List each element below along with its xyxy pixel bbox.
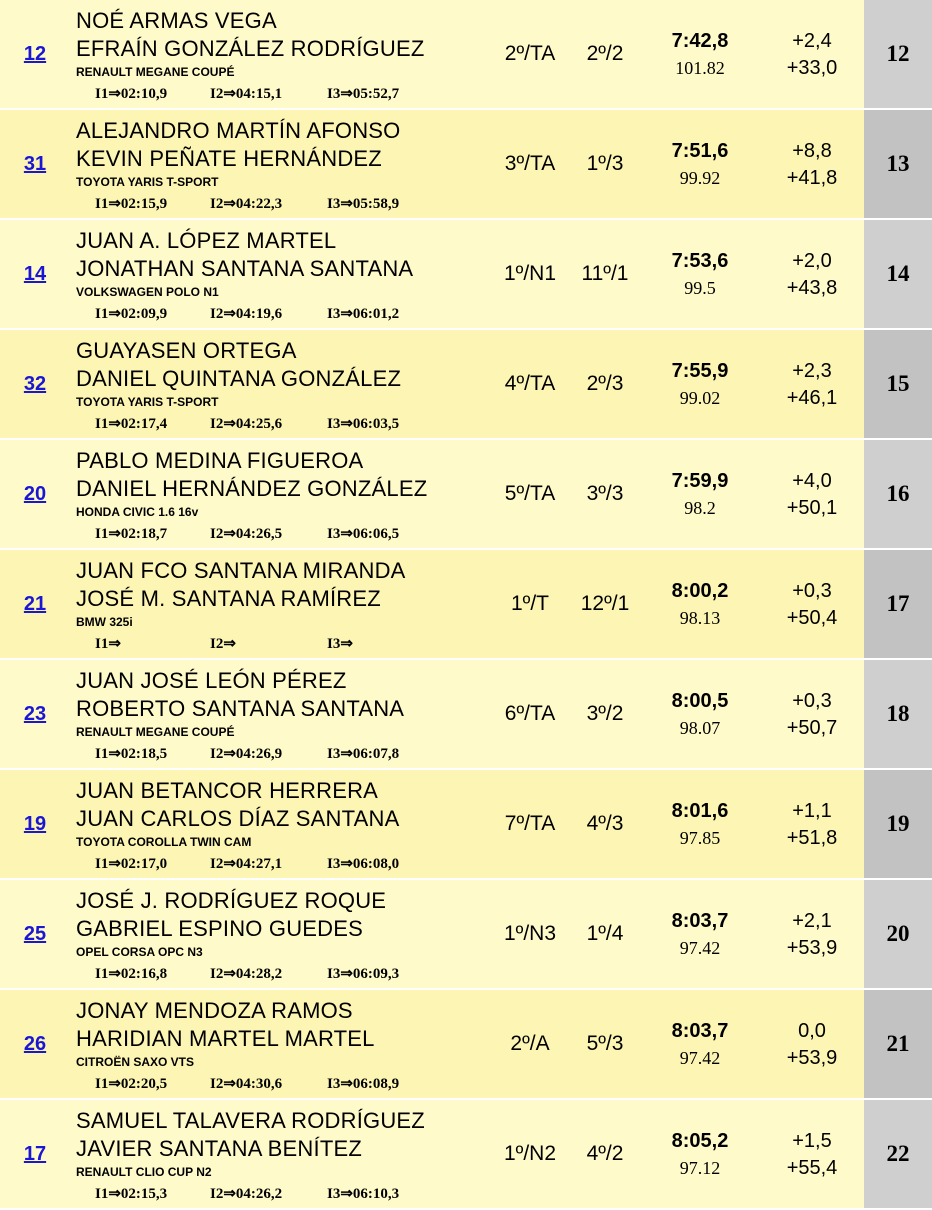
- average-speed: 97.85: [679, 828, 721, 848]
- split-i2: I2⇒04:28,2: [210, 966, 283, 982]
- split-i3: I3⇒06:06,5: [327, 526, 400, 542]
- stage-time: 8:00,5: [671, 690, 729, 712]
- average-speed: 99.5: [684, 278, 716, 298]
- driver-name: PABLO MEDINA FIGUEROA: [76, 448, 364, 473]
- class-position: 5º/TA: [504, 482, 556, 505]
- split-i1: I1⇒02:15,9: [95, 196, 168, 212]
- split-i3: I3⇒06:01,2: [327, 306, 400, 322]
- gap-to-previous: +2,1: [792, 910, 832, 932]
- group-position: 1º/4: [586, 922, 624, 945]
- overall-position: 12: [864, 0, 932, 108]
- average-speed: 98.07: [679, 718, 721, 738]
- gap-to-previous: +0,3: [792, 580, 832, 602]
- gap-to-leader: +51,8: [786, 827, 838, 849]
- table-row: [0, 0, 932, 110]
- gap-to-previous: +0,3: [792, 690, 832, 712]
- table-row: [0, 660, 932, 770]
- class-position: 1º/N1: [503, 262, 557, 285]
- split-i2: I2⇒04:25,6: [210, 416, 283, 432]
- gap-to-leader: +41,8: [786, 167, 838, 189]
- group-position: 2º/2: [586, 42, 624, 65]
- driver-name: JUAN JOSÉ LEÓN PÉREZ: [76, 668, 347, 693]
- group-position: 4º/2: [586, 1142, 624, 1165]
- table-row: [0, 220, 932, 330]
- average-speed: 97.12: [679, 1158, 721, 1178]
- driver-name: JONAY MENDOZA RAMOS: [76, 998, 353, 1023]
- codriver-name: JUAN CARLOS DÍAZ SANTANA: [76, 806, 400, 831]
- group-position: 11º/1: [581, 262, 629, 285]
- split-i2: I2⇒04:22,3: [210, 196, 283, 212]
- split-i1: I1⇒02:16,8: [95, 966, 168, 982]
- stage-time: 8:05,2: [671, 1130, 729, 1152]
- driver-name: JUAN FCO SANTANA MIRANDA: [76, 558, 406, 583]
- average-speed: 99.92: [679, 168, 721, 188]
- overall-position: 15: [864, 330, 932, 438]
- class-position: 1º/N3: [503, 922, 557, 945]
- group-position: 2º/3: [586, 372, 624, 395]
- average-speed: 98.13: [679, 608, 721, 628]
- table-row: [0, 990, 932, 1100]
- split-i2: I2⇒04:26,2: [210, 1186, 283, 1202]
- table-row: [0, 330, 932, 440]
- split-i3: I3⇒05:58,9: [327, 196, 400, 212]
- codriver-name: JOSÉ M. SANTANA RAMÍREZ: [76, 586, 381, 611]
- gap-to-previous: +2,0: [792, 250, 832, 272]
- driver-name: ALEJANDRO MARTÍN AFONSO: [76, 118, 401, 143]
- driver-name: SAMUEL TALAVERA RODRÍGUEZ: [76, 1108, 425, 1133]
- split-i3: I3⇒06:08,0: [327, 856, 400, 872]
- class-position: 6º/TA: [504, 702, 556, 725]
- class-position: 1º/T: [510, 592, 549, 615]
- average-speed: 97.42: [679, 1048, 721, 1068]
- driver-name: JOSÉ J. RODRÍGUEZ ROQUE: [76, 888, 387, 913]
- split-i3: I3⇒06:10,3: [327, 1186, 400, 1202]
- overall-position: 18: [864, 660, 932, 768]
- group-position: 3º/2: [586, 702, 624, 725]
- table-row: [0, 440, 932, 550]
- split-i1: I1⇒02:20,5: [95, 1076, 168, 1092]
- gap-to-leader: +55,4: [786, 1157, 838, 1179]
- stage-time: 7:53,6: [671, 250, 729, 272]
- gap-to-leader: +33,0: [786, 57, 838, 79]
- car-model: TOYOTA COROLLA TWIN CAM: [76, 835, 252, 849]
- codriver-name: HARIDIAN MARTEL MARTEL: [76, 1026, 375, 1051]
- average-speed: 98.2: [684, 498, 716, 518]
- codriver-name: JONATHAN SANTANA SANTANA: [76, 256, 414, 281]
- split-i2: I2⇒04:15,1: [210, 86, 283, 102]
- gap-to-previous: +4,0: [792, 470, 832, 492]
- overall-position: 20: [864, 880, 932, 988]
- codriver-name: JAVIER SANTANA BENÍTEZ: [76, 1136, 362, 1161]
- driver-name: NOÉ ARMAS VEGA: [76, 8, 277, 33]
- stage-time: 8:03,7: [671, 910, 729, 932]
- split-i1: I1⇒02:17,4: [95, 416, 168, 432]
- codriver-name: DANIEL HERNÁNDEZ GONZÁLEZ: [76, 476, 428, 501]
- entry-number-link[interactable]: 17: [23, 1143, 47, 1165]
- split-i3: I3⇒06:08,9: [327, 1076, 400, 1092]
- group-position: 5º/3: [586, 1032, 624, 1055]
- driver-name: JUAN BETANCOR HERRERA: [76, 778, 379, 803]
- codriver-name: EFRAÍN GONZÁLEZ RODRÍGUEZ: [76, 36, 425, 61]
- split-i1: I1⇒02:18,7: [95, 526, 168, 542]
- gap-to-previous: +1,1: [792, 800, 832, 822]
- split-i2: I2⇒04:26,5: [210, 526, 283, 542]
- overall-position: 22: [864, 1100, 932, 1208]
- car-model: BMW 325i: [76, 615, 133, 629]
- average-speed: 99.02: [679, 388, 721, 408]
- driver-name: GUAYASEN ORTEGA: [76, 338, 297, 363]
- stage-time: 8:03,7: [671, 1020, 729, 1042]
- split-i2: I2⇒: [210, 636, 236, 652]
- overall-position: 21: [864, 990, 932, 1098]
- table-row: [0, 110, 932, 220]
- split-i2: I2⇒04:19,6: [210, 306, 283, 322]
- stage-time: 7:59,9: [671, 470, 729, 492]
- group-position: 12º/1: [580, 592, 630, 615]
- table-row: [0, 1100, 932, 1210]
- stage-time: 7:42,8: [671, 30, 729, 52]
- driver-name: JUAN A. LÓPEZ MARTEL: [76, 228, 337, 253]
- gap-to-previous: 0,0: [798, 1020, 826, 1042]
- overall-position: 13: [864, 110, 932, 218]
- entry-number-link[interactable]: 20: [23, 483, 47, 505]
- gap-to-leader: +53,9: [786, 1047, 838, 1069]
- group-position: 3º/3: [586, 482, 624, 505]
- entry-number-link[interactable]: 21: [23, 593, 47, 615]
- overall-position: 16: [864, 440, 932, 548]
- entry-number-link[interactable]: 26: [23, 1033, 47, 1055]
- class-position: 4º/TA: [504, 372, 556, 395]
- split-i2: I2⇒04:30,6: [210, 1076, 283, 1092]
- car-model: CITROËN SAXO VTS: [76, 1055, 195, 1069]
- class-position: 7º/TA: [504, 812, 556, 835]
- gap-to-previous: +2,4: [792, 30, 832, 52]
- class-position: 1º/N2: [503, 1142, 557, 1165]
- car-model: HONDA CIVIC 1.6 16v: [76, 505, 199, 519]
- gap-to-leader: +50,4: [786, 607, 838, 629]
- split-i2: I2⇒04:27,1: [210, 856, 283, 872]
- entry-number-link[interactable]: 23: [23, 703, 47, 725]
- gap-to-previous: +8,8: [792, 140, 832, 162]
- entry-number-link[interactable]: 32: [23, 373, 47, 395]
- split-i3: I3⇒06:09,3: [327, 966, 400, 982]
- gap-to-leader: +50,7: [786, 717, 838, 739]
- entry-number-link[interactable]: 14: [23, 263, 47, 285]
- split-i3: I3⇒06:03,5: [327, 416, 400, 432]
- codriver-name: DANIEL QUINTANA GONZÁLEZ: [76, 366, 402, 391]
- codriver-name: KEVIN PEÑATE HERNÁNDEZ: [76, 146, 382, 171]
- overall-position: 14: [864, 220, 932, 328]
- entry-number-link[interactable]: 31: [23, 153, 47, 175]
- entry-number-link[interactable]: 19: [23, 813, 47, 835]
- group-position: 1º/3: [586, 152, 624, 175]
- class-position: 2º/A: [510, 1032, 550, 1055]
- split-i1: I1⇒02:10,9: [95, 86, 168, 102]
- car-model: TOYOTA YARIS T-SPORT: [76, 175, 219, 189]
- car-model: OPEL CORSA OPC N3: [76, 945, 203, 959]
- split-i1: I1⇒02:17,0: [95, 856, 168, 872]
- car-model: RENAULT CLIO CUP N2: [76, 1165, 212, 1179]
- split-i3: I3⇒06:07,8: [327, 746, 400, 762]
- split-i1: I1⇒02:09,9: [95, 306, 168, 322]
- table-row: [0, 550, 932, 660]
- group-position: 4º/3: [586, 812, 624, 835]
- table-row: [0, 880, 932, 990]
- gap-to-previous: +1,5: [792, 1130, 832, 1152]
- gap-to-leader: +43,8: [786, 277, 838, 299]
- gap-to-leader: +53,9: [786, 937, 838, 959]
- class-position: 2º/TA: [504, 42, 556, 65]
- table-row: [0, 770, 932, 880]
- split-i3: I3⇒05:52,7: [327, 86, 400, 102]
- split-i1: I1⇒02:15,3: [95, 1186, 168, 1202]
- entry-number-link[interactable]: 12: [23, 43, 47, 65]
- car-model: VOLKSWAGEN POLO N1: [76, 285, 219, 299]
- entry-number-link[interactable]: 25: [23, 923, 47, 945]
- split-i1: I1⇒: [95, 636, 121, 652]
- codriver-name: ROBERTO SANTANA SANTANA: [76, 696, 405, 721]
- split-i3: I3⇒: [327, 636, 353, 652]
- split-i2: I2⇒04:26,9: [210, 746, 283, 762]
- average-speed: 97.42: [679, 938, 721, 958]
- overall-position: 17: [864, 550, 932, 658]
- class-position: 3º/TA: [504, 152, 556, 175]
- codriver-name: GABRIEL ESPINO GUEDES: [76, 916, 364, 941]
- average-speed: 101.82: [675, 58, 725, 78]
- split-i1: I1⇒02:18,5: [95, 746, 168, 762]
- car-model: RENAULT MEGANE COUPÉ: [76, 65, 235, 79]
- gap-to-previous: +2,3: [792, 360, 832, 382]
- stage-time: 7:55,9: [671, 360, 729, 382]
- overall-position: 19: [864, 770, 932, 878]
- gap-to-leader: +50,1: [786, 497, 838, 519]
- stage-time: 8:01,6: [671, 800, 729, 822]
- car-model: TOYOTA YARIS T-SPORT: [76, 395, 219, 409]
- car-model: RENAULT MEGANE COUPÉ: [76, 725, 235, 739]
- stage-time: 7:51,6: [671, 140, 729, 162]
- stage-time: 8:00,2: [671, 580, 729, 602]
- gap-to-leader: +46,1: [786, 387, 838, 409]
